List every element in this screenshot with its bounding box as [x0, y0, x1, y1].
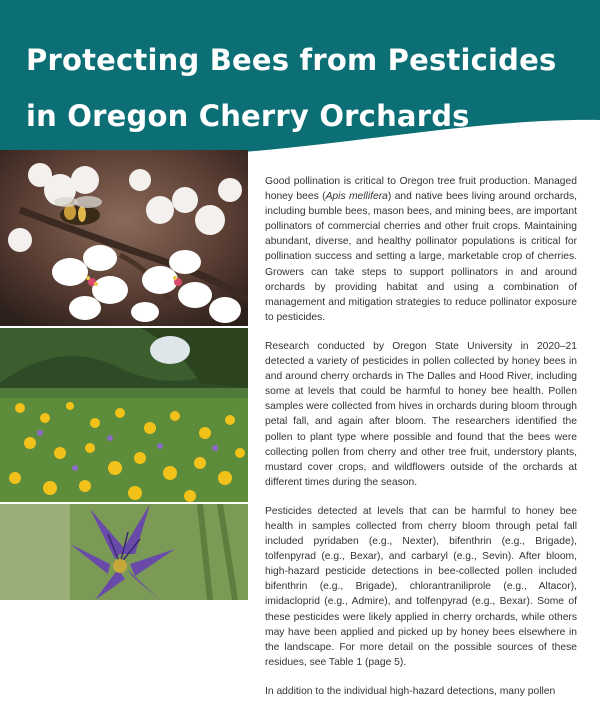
article-body: [265, 174, 577, 713]
cherry-blossom-bee-photo: [0, 150, 248, 326]
paragraph-pesticides: Pesticides detected at levels that can be harmful to honey bee health in samples collected from cherry bloom through petal fall included pyridaben (e.g., Nexter), bifenthrin (e.g., Brigade), tolfenpyrad (e.g., Bexar), and carbaryl (e.g., Sevin). After bloom, high-hazard pesticide detections in bee-collected pollen included bifenthrin (e.g., Brigade), chlorantraniliprole (e.g., Altacor), imidacloprid (e.g., Admire), and tolfenpyrad (e.g., Bexar). Some of these pesticides were likely applied in cherry orchards, while others may have been applied and picked up by honey bees elsewhere in the landscape. For more detail on the possible sources of these residues, see Table 1 (page 5).: [265, 505, 577, 668]
title-line-2: in Oregon Cherry Orchards: [26, 99, 470, 133]
paragraph-1-part-a: Good pollination is critical to Oregon tree fruit production. Managed honey bees (: [265, 176, 577, 203]
paragraph-continued: In addition to the individual high-hazard detections, many pollen: [265, 685, 556, 697]
paragraph-1-part-b: ) and native bees living around orchards, including bumble bees, mason bees, and mining bees, are important pollinators of commercial cherries and other fruit crops. Maintaining abundant, diverse, and healthy pollinator populations is critical for pollination success and setting a large, marketable crop of cherries. Growers can take steps to support pollinators in and around orchards by providing habitat and using a combination of management and mitigation strategies to reduce pollinator exposure to pesticides.: [265, 191, 577, 323]
photo-column: [0, 150, 248, 600]
title-line-1: Protecting Bees from Pesticides: [26, 43, 557, 77]
paragraph-pollination: [265, 174, 577, 325]
page-title: [26, 32, 586, 144]
species-name: Apis mellifera: [325, 191, 388, 203]
camas-flower-photo: [0, 504, 248, 600]
paragraph-research: Research conducted by Oregon State University in 2020–21 detected a variety of pesticides in pollen collected by honey bees in and around cherry orchards in The Dalles and Hood River, including some at levels that could be harmful to honey bee health. Pollen samples were collected from hives in orchards during bloom through petal fall, and again after bloom. The researchers identified the pollen to plant type where possible and found that the bees were collecting pollen from cherry and other tree fruit, understory plants, mustard cover crops, and wildflowers outside of the orchards at different times during the season.: [265, 340, 577, 488]
wildflower-meadow-photo: [0, 328, 248, 502]
title-banner: [0, 0, 600, 165]
